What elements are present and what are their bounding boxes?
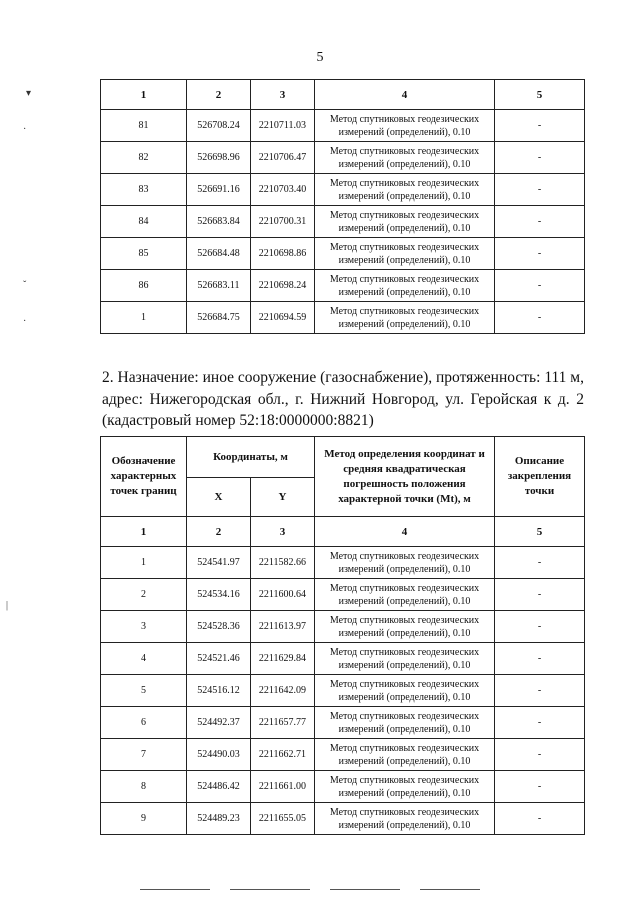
method-cell: Метод спутниковых геодезических измерений (определений), 0.10	[315, 579, 495, 611]
coord-y: 2211661.00	[251, 771, 315, 803]
description-cell: -	[495, 579, 585, 611]
coord-x: 524541.97	[187, 547, 251, 579]
table-row	[101, 206, 585, 238]
table-row	[101, 174, 585, 206]
column-number: 5	[495, 80, 585, 110]
description-cell: -	[495, 803, 585, 835]
header-method: Метод определения координат и средняя квадратическая погрешность положения характерной точки (Mt), м	[315, 437, 495, 517]
column-number: 2	[187, 80, 251, 110]
point-id: 81	[101, 110, 187, 142]
column-number: 3	[251, 80, 315, 110]
header-x: X	[187, 478, 251, 517]
coord-y: 2210706.47	[251, 142, 315, 174]
point-id: 4	[101, 643, 187, 675]
method-cell: Метод спутниковых геодезических измерений (определений), 0.10	[315, 174, 495, 206]
method-cell: Метод спутниковых геодезических измерений (определений), 0.10	[315, 238, 495, 270]
point-id: 1	[101, 302, 187, 334]
column-number: 1	[101, 517, 187, 547]
description-cell: -	[495, 675, 585, 707]
method-cell: Метод спутниковых геодезических измерений (определений), 0.10	[315, 206, 495, 238]
description-cell: -	[495, 611, 585, 643]
method-cell: Метод спутниковых геодезических измерений (определений), 0.10	[315, 739, 495, 771]
coord-x: 524489.23	[187, 803, 251, 835]
coord-y: 2210698.86	[251, 238, 315, 270]
point-id: 85	[101, 238, 187, 270]
coord-x: 526708.24	[187, 110, 251, 142]
coord-x: 524490.03	[187, 739, 251, 771]
coord-x: 526684.75	[187, 302, 251, 334]
coord-x: 524534.16	[187, 579, 251, 611]
footer-line	[140, 889, 210, 890]
coord-y: 2210703.40	[251, 174, 315, 206]
coord-y: 2210700.31	[251, 206, 315, 238]
coord-x: 524521.46	[187, 643, 251, 675]
coord-y: 2210698.24	[251, 270, 315, 302]
coord-x: 526691.16	[187, 174, 251, 206]
column-number: 3	[251, 517, 315, 547]
table-row	[101, 707, 585, 739]
coord-y: 2210711.03	[251, 110, 315, 142]
table-row	[101, 675, 585, 707]
point-id: 86	[101, 270, 187, 302]
header-row-1	[101, 437, 585, 478]
coord-y: 2211662.71	[251, 739, 315, 771]
column-number: 4	[315, 517, 495, 547]
table-row	[101, 803, 585, 835]
point-id: 82	[101, 142, 187, 174]
margin-mark: |	[6, 600, 9, 611]
table-row	[101, 739, 585, 771]
table-row	[101, 771, 585, 803]
description-cell: -	[495, 238, 585, 270]
description-cell: -	[495, 707, 585, 739]
table-row	[101, 238, 585, 270]
point-id: 7	[101, 739, 187, 771]
coord-x: 526684.48	[187, 238, 251, 270]
coordinates-table-continued	[100, 79, 585, 334]
point-id: 8	[101, 771, 187, 803]
column-number-row	[101, 517, 585, 547]
point-id: 5	[101, 675, 187, 707]
column-number: 4	[315, 80, 495, 110]
method-cell: Метод спутниковых геодезических измерений (определений), 0.10	[315, 270, 495, 302]
object-description-paragraph: 2. Назначение: иное сооружение (газоснабжение), протяженность: 111 м, адрес: Нижегородская обл., г. Нижний Новгород, ул. Геройская к д. 2 (кадастровый номер 52:18:0000000:8821)	[102, 369, 584, 429]
point-id: 1	[101, 547, 187, 579]
description-cell: -	[495, 174, 585, 206]
column-number-row	[101, 80, 585, 110]
point-id: 83	[101, 174, 187, 206]
method-cell: Метод спутниковых геодезических измерений (определений), 0.10	[315, 803, 495, 835]
point-id: 84	[101, 206, 187, 238]
description-cell: -	[495, 739, 585, 771]
coord-y: 2211613.97	[251, 611, 315, 643]
coord-y: 2211582.66	[251, 547, 315, 579]
table-row	[101, 302, 585, 334]
description-cell: -	[495, 302, 585, 334]
table-row	[101, 270, 585, 302]
coord-y: 2211657.77	[251, 707, 315, 739]
coordinates-table	[100, 436, 585, 835]
table-row	[101, 611, 585, 643]
description-cell: -	[495, 547, 585, 579]
header-point-designation: Обозначение характерных точек границ	[101, 437, 187, 517]
description-cell: -	[495, 206, 585, 238]
coord-y: 2211642.09	[251, 675, 315, 707]
header-description: Описание закрепления точки	[495, 437, 585, 517]
page-number: 5	[316, 50, 324, 65]
footer-line	[420, 889, 480, 890]
description-cell: -	[495, 643, 585, 675]
point-id: 6	[101, 707, 187, 739]
method-cell: Метод спутниковых геодезических измерений (определений), 0.10	[315, 142, 495, 174]
description-cell: -	[495, 110, 585, 142]
table-row	[101, 142, 585, 174]
method-cell: Метод спутниковых геодезических измерений (определений), 0.10	[315, 707, 495, 739]
column-number: 1	[101, 80, 187, 110]
coord-x: 524492.37	[187, 707, 251, 739]
column-number: 2	[187, 517, 251, 547]
description-cell: -	[495, 142, 585, 174]
coord-y: 2211600.64	[251, 579, 315, 611]
coord-x: 526698.96	[187, 142, 251, 174]
coord-x: 526683.11	[187, 270, 251, 302]
margin-mark: ·	[23, 124, 27, 135]
coord-x: 524516.12	[187, 675, 251, 707]
column-number: 5	[495, 517, 585, 547]
coord-y: 2210694.59	[251, 302, 315, 334]
point-id: 2	[101, 579, 187, 611]
point-id: 3	[101, 611, 187, 643]
method-cell: Метод спутниковых геодезических измерений (определений), 0.10	[315, 302, 495, 334]
margin-mark: ˇ	[23, 280, 27, 291]
coord-x: 524528.36	[187, 611, 251, 643]
header-coordinates: Координаты, м	[187, 437, 315, 478]
table-row	[101, 547, 585, 579]
method-cell: Метод спутниковых геодезических измерений (определений), 0.10	[315, 643, 495, 675]
method-cell: Метод спутниковых геодезических измерений (определений), 0.10	[315, 547, 495, 579]
header-y: Y	[251, 478, 315, 517]
coord-y: 2211629.84	[251, 643, 315, 675]
margin-mark: ▾	[26, 88, 32, 99]
margin-mark: ·	[23, 316, 27, 327]
method-cell: Метод спутниковых геодезических измерений (определений), 0.10	[315, 771, 495, 803]
method-cell: Метод спутниковых геодезических измерений (определений), 0.10	[315, 110, 495, 142]
coord-y: 2211655.05	[251, 803, 315, 835]
method-cell: Метод спутниковых геодезических измерений (определений), 0.10	[315, 675, 495, 707]
footer-line	[330, 889, 400, 890]
description-cell: -	[495, 270, 585, 302]
footer-line	[230, 889, 310, 890]
table-row	[101, 579, 585, 611]
point-id: 9	[101, 803, 187, 835]
method-cell: Метод спутниковых геодезических измерений (определений), 0.10	[315, 611, 495, 643]
table-row	[101, 643, 585, 675]
description-cell: -	[495, 771, 585, 803]
coord-x: 526683.84	[187, 206, 251, 238]
table-row	[101, 110, 585, 142]
coord-x: 524486.42	[187, 771, 251, 803]
